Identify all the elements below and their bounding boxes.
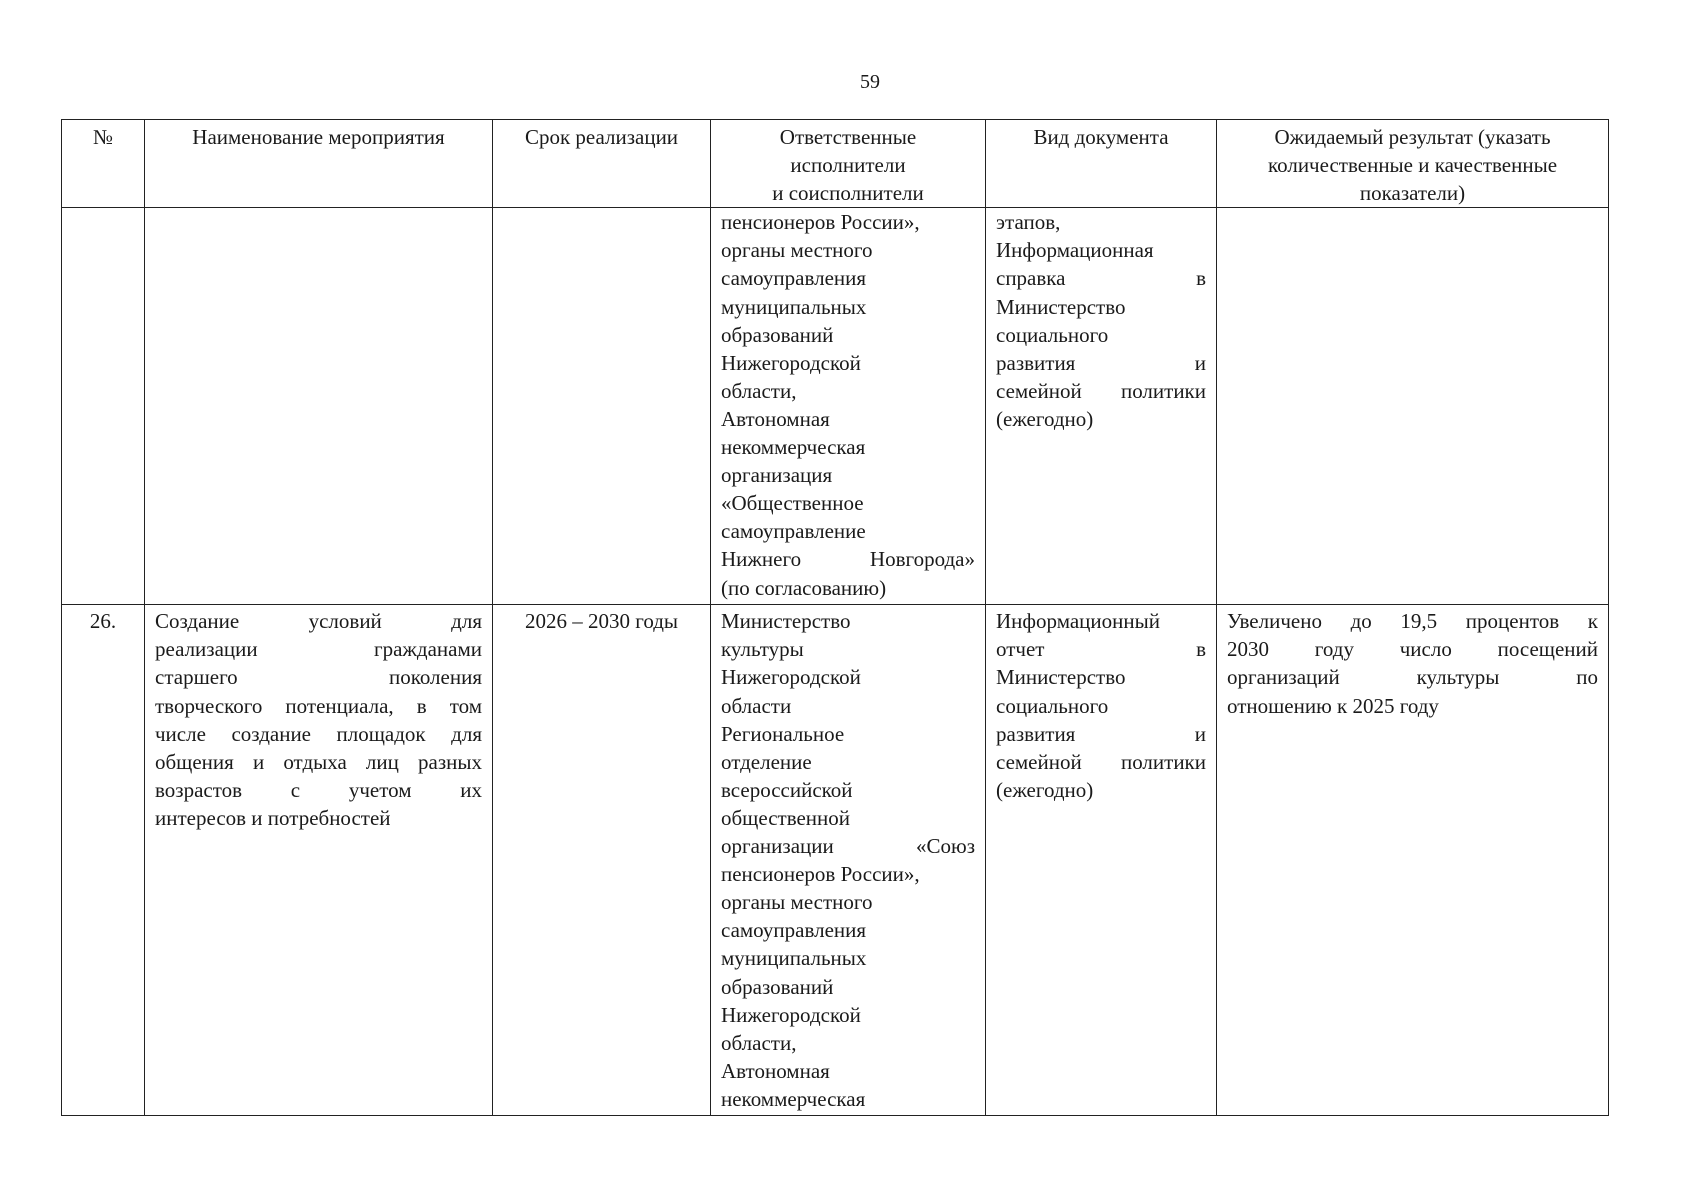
doc-type-line: социального xyxy=(996,693,1109,718)
header-executors-line: исполнители xyxy=(790,153,906,178)
row-executors-cell xyxy=(711,208,986,605)
executor-line: всероссийской xyxy=(721,777,853,802)
doc-type-line: семейной политики xyxy=(996,749,1206,774)
row-term-cell xyxy=(493,208,711,605)
executor-line: пенсионеров России», xyxy=(721,210,920,235)
executor-line: самоуправления xyxy=(721,266,867,291)
doc-type-line: отчет в xyxy=(996,637,1206,662)
executor-line: Нижегородской xyxy=(721,350,861,375)
name-line: возрастов с учетом их xyxy=(155,777,482,802)
row-doc-type-cell xyxy=(986,208,1217,605)
header-executors-line: и соисполнители xyxy=(772,181,924,206)
table-row xyxy=(62,605,1609,1116)
result-line: Увеличено до 19,5 процентов к xyxy=(1227,609,1598,634)
result-line: отношению к 2025 году xyxy=(1227,693,1439,718)
name-line: интересов и потребностей xyxy=(155,805,391,830)
executor-line: Нижнего Новгорода» xyxy=(721,547,975,572)
page-number: 59 xyxy=(860,71,880,93)
executor-line: самоуправления xyxy=(721,918,867,943)
row-doc-type-cell xyxy=(986,605,1217,1116)
activities-table xyxy=(61,119,1609,1116)
executor-line: области, xyxy=(721,378,797,403)
row-name-cell xyxy=(145,208,493,605)
table-row xyxy=(62,208,1609,605)
executor-line: Автономная xyxy=(721,406,830,431)
name-line: реализации гражданами xyxy=(155,637,482,662)
executor-line: отделение xyxy=(721,749,812,774)
row-executors-cell xyxy=(711,605,986,1116)
header-result-line: Ожидаемый результат (указать xyxy=(1274,125,1551,149)
doc-type-line: развития и xyxy=(996,350,1206,375)
row-result-cell xyxy=(1217,605,1609,1116)
doc-type-line: семейной политики xyxy=(996,378,1206,403)
executor-line: области xyxy=(721,693,792,718)
executor-line: общественной xyxy=(721,805,851,830)
row-result-cell xyxy=(1217,208,1609,605)
executor-line: органы местного xyxy=(721,238,873,263)
header-executors-line: Ответственные xyxy=(779,125,917,149)
executor-line: муниципальных xyxy=(721,946,867,971)
name-line: общения и отдыха лиц разных xyxy=(155,749,482,774)
header-num: № xyxy=(62,120,145,208)
doc-type-line: Информационный xyxy=(996,609,1160,634)
executor-line: Министерство xyxy=(721,609,851,634)
header-doc-type: Вид документа xyxy=(986,120,1217,208)
doc-type-line: развития и xyxy=(996,721,1206,746)
executor-line: органы местного xyxy=(721,890,873,915)
doc-type-line: (ежегодно) xyxy=(996,406,1094,431)
doc-type-line: Министерство xyxy=(996,294,1126,319)
header-result-line: показатели) xyxy=(1359,181,1466,206)
doc-type-line: Информационная xyxy=(996,238,1154,263)
header-term: Срок реализации xyxy=(493,120,711,208)
executor-line: некоммерческая xyxy=(721,1086,866,1111)
header-result xyxy=(1217,120,1609,208)
executor-line: области, xyxy=(721,1030,797,1055)
executor-line: (по согласованию) xyxy=(721,575,887,600)
executor-line: образований xyxy=(721,322,834,347)
executor-line: самоуправление xyxy=(721,519,866,544)
executor-line: Региональное xyxy=(721,721,845,746)
name-line: творческого потенциала, в том xyxy=(155,693,482,718)
name-line: старшего поколения xyxy=(155,665,482,690)
executor-line: Нижегородской xyxy=(721,665,861,690)
doc-type-line: справка в xyxy=(996,266,1206,291)
row-num-cell xyxy=(62,208,145,605)
name-line: Создание условий для xyxy=(155,609,482,634)
header-executors xyxy=(711,120,986,208)
executor-line: «Общественное xyxy=(721,491,864,516)
name-line: числе создание площадок для xyxy=(155,721,482,746)
doc-type-line: Министерство xyxy=(996,665,1126,690)
executor-line: пенсионеров России», xyxy=(721,862,920,887)
row-term-cell: 2026 – 2030 годы xyxy=(493,605,711,1116)
executor-line: культуры xyxy=(721,637,804,662)
doc-type-line: (ежегодно) xyxy=(996,777,1094,802)
executor-line: некоммерческая xyxy=(721,435,866,460)
doc-type-line: социального xyxy=(996,322,1109,347)
executor-line: организации «Союз xyxy=(721,834,975,859)
header-name: Наименование мероприятия xyxy=(145,120,493,208)
result-line: организаций культуры по xyxy=(1227,665,1598,690)
table-header-row xyxy=(62,120,1609,208)
executor-line: муниципальных xyxy=(721,294,867,319)
result-line: 2030 году число посещений xyxy=(1227,637,1598,662)
executor-line: Автономная xyxy=(721,1058,830,1083)
executor-line: Нижегородской xyxy=(721,1002,861,1027)
doc-type-line: этапов, xyxy=(996,210,1061,235)
executor-line: организация xyxy=(721,463,833,488)
header-result-line: количественные и качественные xyxy=(1267,153,1558,178)
executor-line: образований xyxy=(721,974,834,999)
row-num-cell: 26. xyxy=(62,605,145,1116)
row-name-cell xyxy=(145,605,493,1116)
